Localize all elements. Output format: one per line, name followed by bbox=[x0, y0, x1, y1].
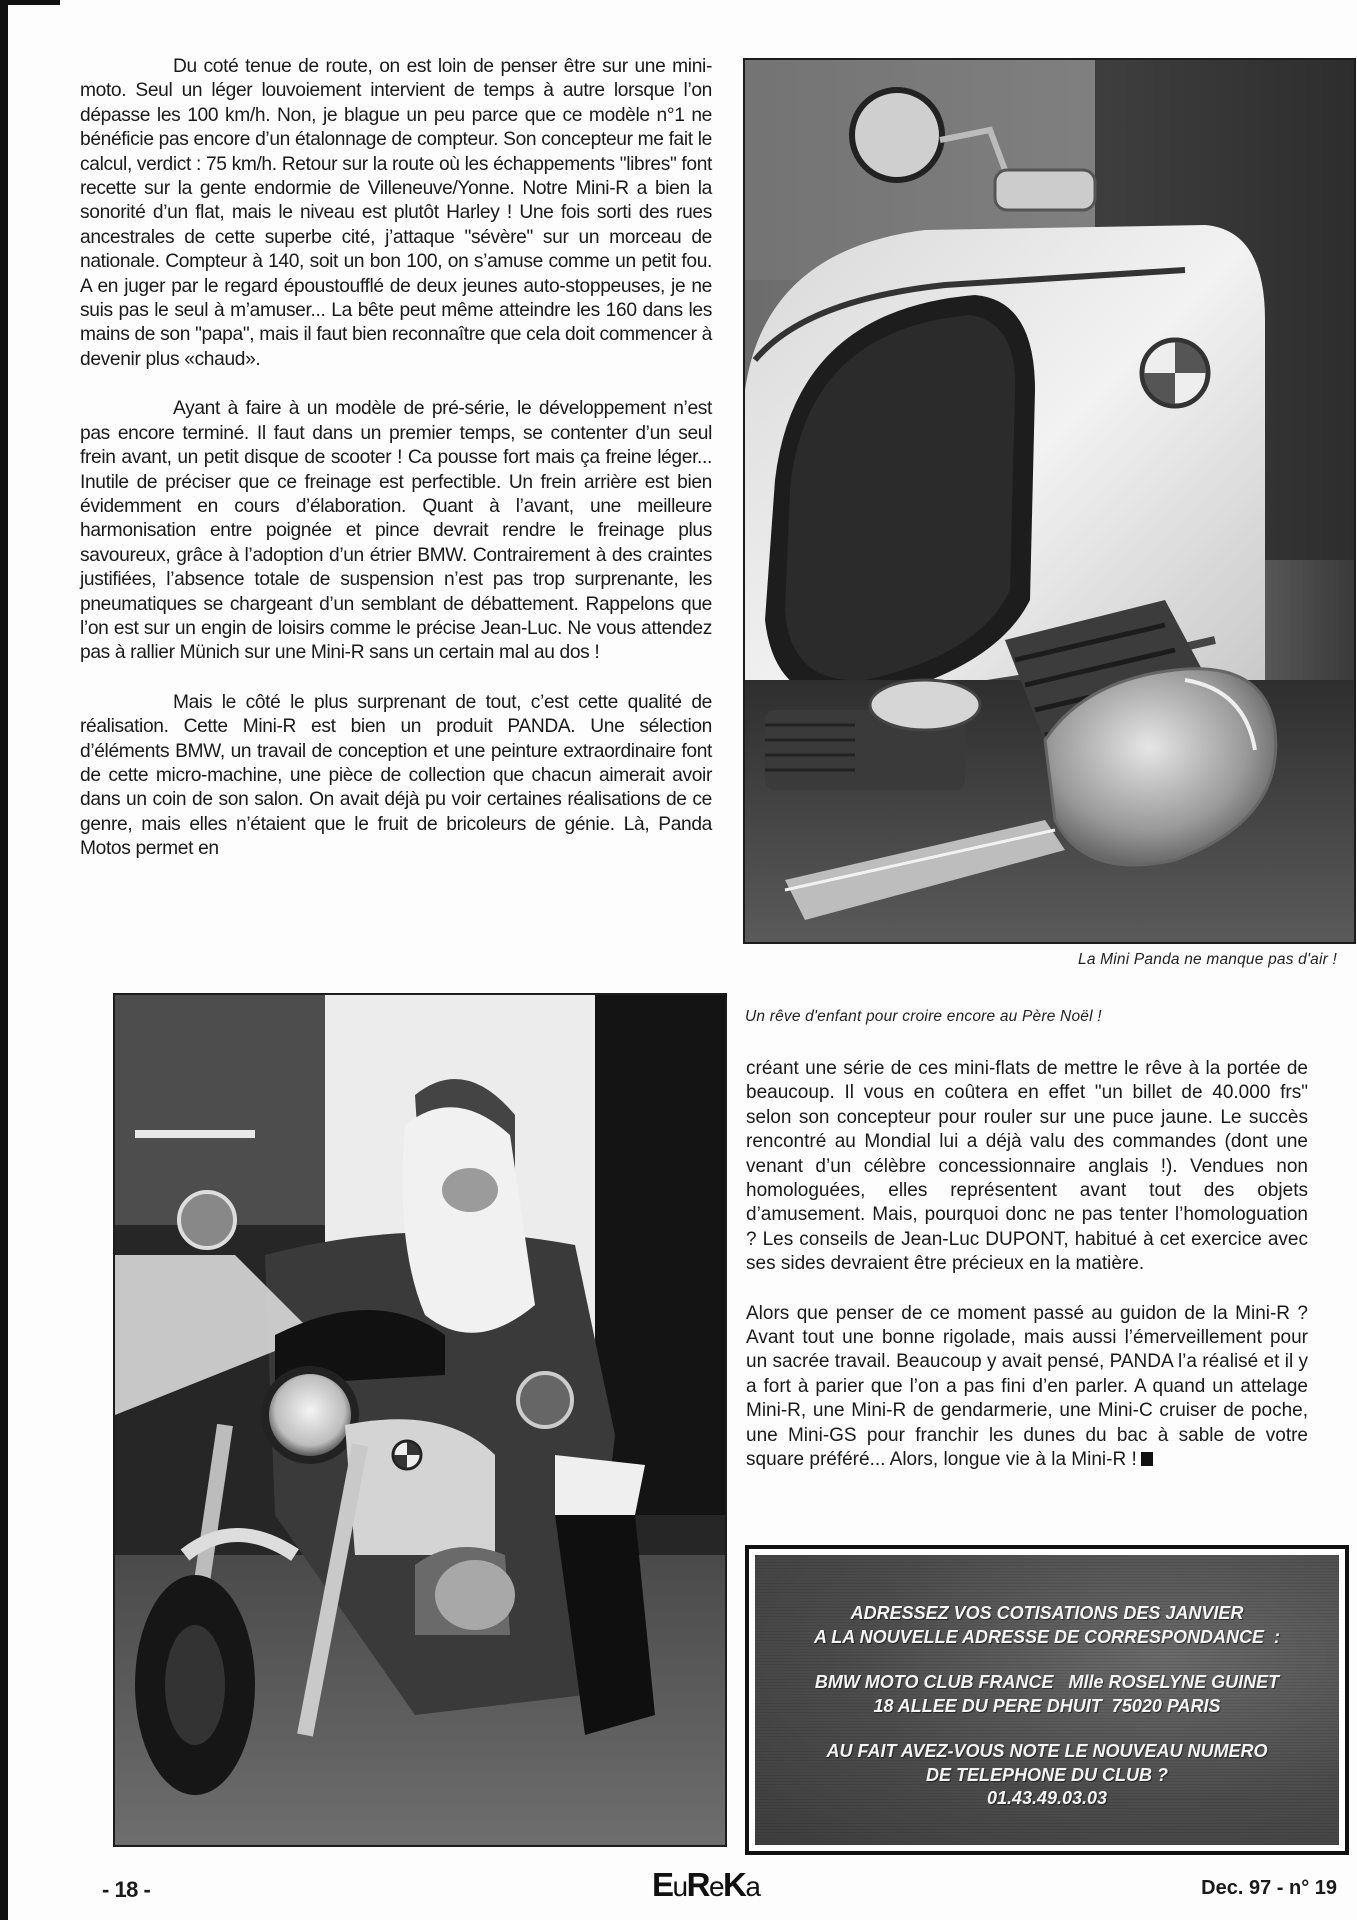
logo-letter: R bbox=[686, 1866, 709, 1903]
end-of-article-mark-icon bbox=[1141, 1452, 1153, 1466]
notice-line: 18 ALLEE DU PERE DHUIT 75020 PARIS bbox=[873, 1695, 1221, 1716]
article-right-column bbox=[746, 1057, 1308, 1473]
santa-photo-illustration bbox=[115, 995, 725, 1845]
logo-letter: u bbox=[672, 1871, 687, 1902]
club-notice-box bbox=[745, 1545, 1349, 1855]
caption-engine-photo: La Mini Panda ne manque pas d'air ! bbox=[1078, 951, 1337, 968]
notice-address-group bbox=[755, 1671, 1339, 1718]
engine-photo-illustration bbox=[745, 60, 1354, 942]
issue-date: Dec. 97 - n° 19 bbox=[1201, 1877, 1337, 1899]
notice-line: DE TELEPHONE DU CLUB ? bbox=[925, 1764, 1168, 1785]
notice-phone-number: 01.43.49.03.03 bbox=[986, 1788, 1108, 1808]
scan-edge-top bbox=[0, 0, 60, 5]
caption-santa-photo: Un rêve d'enfant pour croire encore au Père Noël ! bbox=[745, 1008, 1102, 1025]
scan-edge bbox=[0, 0, 8, 1920]
article-paragraph: Mais le côté le plus surprenant de tout, c’est cette qualité de réalisation. Cette Mini-R est bien un produit PANDA. Une sélection d’éléments BMW, un travail de conception et une peinture extraordinaire font de cette micro-machine, une pièce de collection que chacun aimerait avoir dans un coin de son salon. On avait déjà pu voir certaines réalisations de ce genre, mais elles n’étaient que le fruit de bricoleurs de génie. Là, Panda Motos permet en bbox=[80, 691, 712, 860]
closing-paragraph-text: Alors que penser de ce moment passé au guidon de la Mini-R ? Avant tout une bonne rigolade, mais aussi l’émerveillement pour un sacrée travail. Beaucoup y avait pensé, PANDA l’a réalisé et il y a fort à parier que l’on a pas fini d’en parler. A quand un attelage Mini-R, une Mini-R de gendarmerie, une Mini-C cruiser de poche, une Mini-GS pour franchir les dunes du bac à sable de votre square préféré... Alors, longue vie à la Mini-R ! bbox=[746, 1302, 1308, 1471]
logo-letter: E bbox=[652, 1866, 673, 1903]
club-notice-content bbox=[755, 1555, 1339, 1845]
photo-engine-closeup bbox=[743, 58, 1356, 944]
magazine-logo bbox=[652, 1866, 759, 1904]
logo-letter: K bbox=[723, 1866, 746, 1903]
notice-subscription-group bbox=[755, 1602, 1339, 1649]
notice-line: A LA NOUVELLE ADRESSE DE CORRESPONDANCE : bbox=[813, 1626, 1281, 1647]
logo-letter: e bbox=[708, 1871, 724, 1902]
notice-line: ADRESSEZ VOS COTISATIONS DES JANVIER bbox=[850, 1603, 1244, 1623]
notice-line: AU FAIT AVEZ-VOUS NOTE LE NOUVEAU NUMERO bbox=[826, 1741, 1268, 1761]
photo-santa-on-mini-bike bbox=[113, 993, 727, 1847]
article-paragraph bbox=[746, 1302, 1308, 1473]
article-paragraph: créant une série de ces mini-flats de mettre le rêve à la portée de beaucoup. Il vous en coûtera en effet "un billet de 40.000 frs" selon son concepteur pour rouler sur une puce jaune. Le succès rencontré au Mondial lui a déjà valu des commandes (dont une venant d’un célèbre concessionnaire anglais !). Vendues non homologuées, elles représentent avant tout des objets d’amusement. Mais, pourquoi donc ne pas tenter l’homologuation ? Les conseils de Jean-Luc DUPONT, habitué à cet exercice avec ses sides devraient être précieux en la matière. bbox=[746, 1058, 1308, 1275]
page-number: - 18 - bbox=[102, 1877, 151, 1902]
article-paragraph: Du coté tenue de route, on est loin de penser être sur une mini-moto. Seul un léger louvoiement intervient de temps à autre lorsque l’on dépasse les 100 km/h. Non, je blague un peu parce que ce modèle n°1 ne bénéficie pas encore d’un étalonnage de compteur. Son concepteur me fait le calcul, verdict : 75 km/h. Retour sur la route où les échappements "libres" font recette sur la gente endormie de Villeneuve/Yonne. Notre Mini-R a bien la sonorité d’un flat, mais le niveau est plutôt Harley ! Une fois sorti des rues ancestrales de cette superbe cité, j’attaque "sévère" sur un morceau de nationale. Compteur à 140, soit un bon 100, on s’amuse comme un petit fou. A en juger par le regard époustoufflé de deux jeunes auto-stoppeuses, je ne suis pas le seul à m’amuser... La bête peut même atteindre les 160 dans les mains de son "papa", mais il faut bien reconnaître que cela doit commencer à devenir plus «chaud». bbox=[80, 56, 712, 370]
notice-phone-group bbox=[755, 1740, 1339, 1811]
logo-letter: a bbox=[745, 1871, 760, 1902]
article-paragraph: Ayant à faire à un modèle de pré-série, le développement n’est pas encore terminé. Il faut dans un premier temps, se contenter d’un seul frein avant, un petit disque de scooter ! Ca pousse fort mais ça freine léger... Inutile de préciser que ce freinage est perfectible. Un frein arrière est bien évidemment en cours d’élaboration. Quant à l’avant, une meilleure harmonisation entre poignée et pince devrait rendre le freinage plus savoureux, grâce à l’adoption d’un étrier BMW. Contrairement à des craintes justifiées, l’absence totale de suspension n’est pas trop surprenante, les pneumatiques se chargeant d’un semblant de débattement. Rappelons que l’on est sur un engin de loisirs comme le précise Jean-Luc. Ne vous attendez pas à rallier Münich sur une Mini-R sans un certain mal au dos ! bbox=[80, 398, 712, 664]
scan-corner bbox=[8, 5, 24, 21]
notice-line: BMW MOTO CLUB FRANCE Mlle ROSELYNE GUINET bbox=[814, 1672, 1280, 1692]
article-left-column bbox=[80, 55, 712, 862]
